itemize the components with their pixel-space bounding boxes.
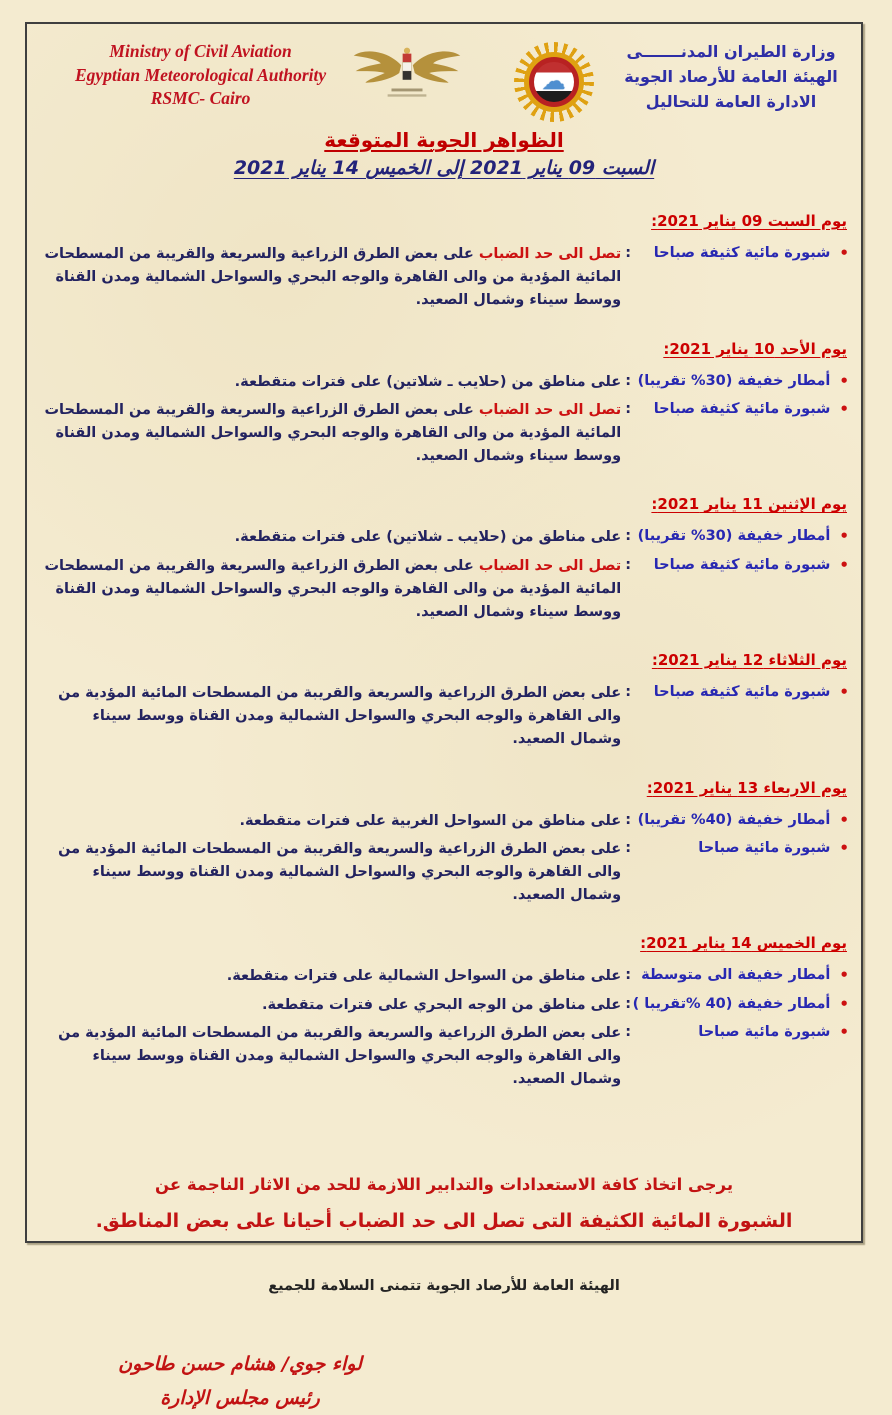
- english-letterhead-line2: Egyptian Meteorological Authority: [75, 64, 327, 85]
- bullet-label-column: [631, 682, 849, 704]
- document-title: الظواهر الجوية المتوقعة: [324, 128, 564, 152]
- day-section: [37, 340, 849, 469]
- phenomenon-description: على مناطق من السواحل الغربية على فترات متقطعة.: [239, 812, 622, 829]
- forecast-bullet-row: [37, 526, 849, 549]
- bullet-dot-icon: •: [839, 555, 849, 574]
- document-header: [27, 40, 861, 122]
- day-section: [37, 934, 849, 1091]
- fog-level-highlight: تصل الى حد الضباب: [478, 401, 622, 418]
- phenomenon-label: شبورة مائية كثيفة صباحا: [653, 245, 831, 261]
- phenomenon-label: أمطار خفيفة الى متوسطة: [641, 967, 831, 984]
- forecast-bullet-row: [37, 838, 849, 908]
- logo-area: [326, 42, 615, 122]
- day-heading: يوم الثلاثاء 12 يناير 2021:: [651, 651, 847, 670]
- phenomenon-description: تصل الى حد الضباب على بعض الطرق الزراعية والسريعة والقريبة من المسطحات المائية المؤدية من والى القاهرة والوجه البحري والسواحل الشمالية ومدن القناة ووسط سيناء وشمال الصعيد.: [44, 557, 622, 620]
- bullet-dot-icon: •: [839, 810, 849, 829]
- phenomenon-label: أمطار خفيفة (30% تقريبا): [637, 372, 831, 389]
- forecast-bullet-row: [37, 555, 849, 625]
- phenomenon-label: شبورة مائية كثيفة صباحا: [653, 556, 831, 573]
- bullet-label-column: [631, 399, 849, 421]
- bullet-label-column: [631, 994, 849, 1016]
- phenomenon-label: شبورة مائية كثيفة صباحا: [653, 684, 831, 701]
- ministry-wings-logo-icon: [348, 42, 466, 104]
- phenomenon-description: على مناطق من السواحل الشمالية على فترات متقطعة.: [226, 968, 622, 985]
- colon-separator: :: [625, 556, 631, 573]
- phenomenon-label: شبورة مائية كثيفة صباحا: [653, 400, 831, 417]
- fog-level-highlight: تصل الى حد الضباب: [478, 557, 622, 574]
- signatory-name: لواء جوي/ هشام حسن طاحون: [118, 1353, 362, 1376]
- phenomenon-description: على بعض الطرق الزراعية والسريعة والقريبة من المسطحات المائية المؤدية من والى القاهرة والوجه البحري والسواحل الشمالية ومدن القناة ووسط سيناء وشمال الصعيد.: [58, 685, 622, 748]
- title-block: [27, 128, 861, 179]
- bullet-label-column: [631, 838, 849, 860]
- colon-separator: :: [625, 839, 631, 856]
- bullet-label-column: [631, 965, 849, 987]
- forecast-bullet-row: [37, 243, 849, 313]
- bullet-label-column: [631, 1022, 849, 1044]
- colon-separator: :: [625, 967, 631, 984]
- signatory-title: رئيس مجلس الإدارة: [160, 1386, 320, 1409]
- bullet-dot-icon: •: [839, 1022, 849, 1041]
- english-letterhead: [75, 40, 326, 111]
- warning-line1: يرجى اتخاذ كافة الاستعدادات والتدابير اللازمة للحد من الاثار الناجمة عن: [154, 1175, 734, 1195]
- phenomenon-label: أمطار خفيفة (40 %تقريبا ): [632, 995, 831, 1012]
- day-section: [37, 651, 849, 752]
- phenomenon-description: تصل الى حد الضباب على بعض الطرق الزراعية والسريعة والقريبة من المسطحات المائية المؤدية من والى القاهرة والوجه البحري والسواحل الشمالية ومدن القناة ووسط سيناء وشمال الصعيد.: [44, 246, 622, 309]
- ema-logo-core: [529, 57, 579, 107]
- document-date-range: السبت 09 يناير 2021 إلى الخميس 14 يناير 2021: [233, 157, 655, 179]
- bullet-label-column: [631, 555, 849, 577]
- arabic-letterhead-line3: الادارة العامة للتحاليل: [645, 91, 817, 111]
- bullet-dot-icon: •: [839, 244, 849, 262]
- arabic-letterhead-line2: الهيئة العامة للأرصاد الجوية: [624, 66, 838, 86]
- colon-separator: :: [625, 811, 631, 828]
- colon-separator: :: [625, 684, 631, 701]
- phenomenon-label: أمطار خفيفة (40% تقريبا): [637, 811, 831, 828]
- closing-statement: الهيئة العامة للأرصاد الجوية تتمنى السلامة للجميع: [268, 1278, 620, 1295]
- bullet-label-column: [631, 371, 849, 393]
- phenomenon-description: على مناطق من الوجه البحري على فترات متقطعة.: [262, 996, 622, 1013]
- colon-separator: :: [625, 245, 631, 261]
- ema-sun-logo-icon: [514, 42, 594, 122]
- warning-line2: الشبورة المائية الكثيفة التى تصل الى حد الضباب أحيانا على بعض المناطق.: [95, 1210, 793, 1233]
- colon-separator: :: [625, 400, 631, 417]
- bullet-dot-icon: •: [839, 399, 849, 418]
- bullet-dot-icon: •: [839, 371, 849, 390]
- english-letterhead-line1: Ministry of Civil Aviation: [109, 41, 292, 61]
- phenomenon-description: تصل الى حد الضباب على بعض الطرق الزراعية والسريعة والقريبة من المسطحات المائية المؤدية من والى القاهرة والوجه البحري والسواحل الشمالية ومدن القناة ووسط سيناء وشمال الصعيد.: [44, 401, 622, 465]
- phenomenon-description: على مناطق من (حلايب ـ شلاتين) على فترات متقطعة.: [234, 373, 622, 390]
- forecast-bullet-row: [37, 399, 849, 469]
- colon-separator: :: [625, 528, 631, 545]
- warning-paragraph: [27, 1175, 861, 1232]
- forecast-bullet-row: [37, 371, 849, 394]
- fog-level-highlight: تصل الى حد الضباب: [478, 246, 622, 262]
- phenomenon-description: على بعض الطرق الزراعية والسريعة والقريبة من المسطحات المائية المؤدية من والى القاهرة والوجه البحري والسواحل الشمالية ومدن القناة ووسط سيناء وشمال الصعيد.: [58, 1024, 622, 1088]
- day-heading: يوم الخميس 14 يناير 2021:: [640, 934, 847, 953]
- bullet-label-column: [631, 243, 849, 265]
- signature-block: [85, 1348, 395, 1415]
- colon-separator: :: [625, 372, 631, 389]
- bullet-dot-icon: •: [839, 838, 849, 857]
- bullet-dot-icon: •: [839, 527, 849, 546]
- phenomenon-label: شبورة مائية صباحا: [698, 839, 831, 856]
- phenomenon-label: شبورة مائية صباحا: [698, 1023, 831, 1040]
- bullet-label-column: [631, 810, 849, 832]
- day-heading: يوم الأحد 10 يناير 2021:: [663, 339, 847, 358]
- bullet-dot-icon: •: [839, 994, 849, 1013]
- forecast-bullet-row: [37, 1022, 849, 1092]
- phenomenon-description: على بعض الطرق الزراعية والسريعة والقريبة من المسطحات المائية المؤدية من والى القاهرة والوجه البحري والسواحل الشمالية ومدن القناة ووسط سيناء وشمال الصعيد.: [58, 840, 622, 904]
- day-section: [37, 212, 849, 313]
- cloud-icon: ☁: [541, 67, 566, 95]
- day-heading: يوم السبت 09 يناير 2021:: [651, 212, 847, 230]
- forecast-bullet-row: [37, 994, 849, 1017]
- bullet-dot-icon: •: [839, 966, 849, 985]
- colon-separator: :: [625, 1023, 631, 1040]
- day-section: [37, 779, 849, 908]
- forecast-bullet-row: [37, 682, 849, 752]
- forecast-bullet-row: [37, 810, 849, 833]
- english-letterhead-line3: RSMC- Cairo: [150, 88, 251, 109]
- day-heading: يوم الإثنين 11 يناير 2021:: [651, 495, 847, 514]
- bullet-label-column: [631, 526, 849, 548]
- colon-separator: :: [625, 995, 631, 1012]
- phenomenon-description: على مناطق من (حلايب ـ شلاتين) على فترات متقطعة.: [234, 529, 622, 546]
- phenomenon-label: أمطار خفيفة (30% تقريبا): [637, 528, 831, 545]
- arabic-letterhead: [615, 40, 847, 114]
- day-section: [37, 495, 849, 624]
- day-heading: يوم الاربعاء 13 يناير 2021:: [646, 778, 847, 797]
- days-container: [27, 212, 861, 1091]
- page-border-frame: [25, 22, 863, 1409]
- bullet-dot-icon: •: [839, 683, 849, 702]
- arabic-letterhead-line1: وزارة الطيران المدنـــــــى: [626, 42, 836, 61]
- forecast-bullet-row: [37, 965, 849, 988]
